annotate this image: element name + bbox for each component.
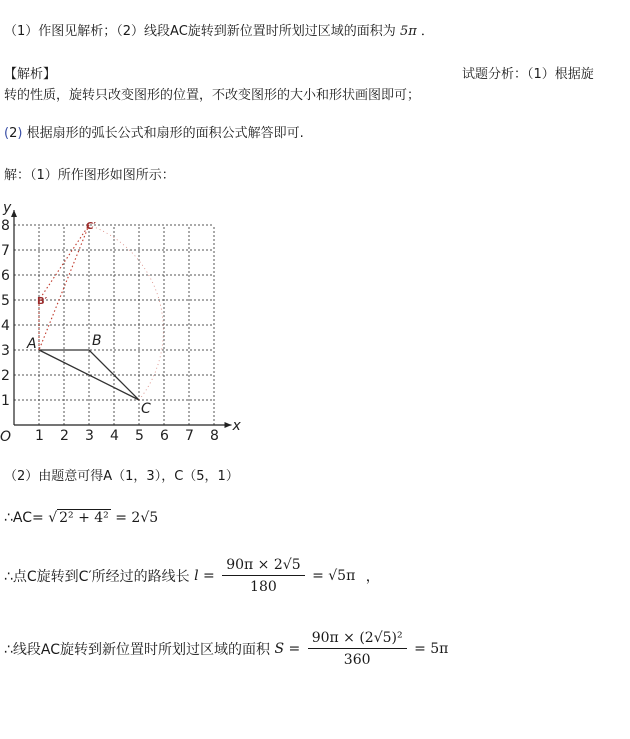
path-denominator: 180: [250, 579, 277, 595]
analysis-line3: (2) 根据扇形的弧长公式和扇形的面积公式解答即可.: [4, 126, 304, 141]
path-equation: [4, 557, 380, 595]
point-b-label: B: [92, 333, 102, 349]
answer-prefix: （1）作图见解析；（2）线段AC旋转到新位置时所划过区域的面积为: [4, 24, 396, 39]
y-tick-label: 8: [1, 218, 10, 234]
x-tick-label: 5: [135, 428, 144, 444]
x-tick-label: 2: [60, 428, 69, 444]
area-equation: [4, 630, 448, 668]
y-tick-label: 1: [1, 393, 10, 409]
point-a-label: A: [27, 336, 37, 352]
area-result: = 5π: [414, 641, 449, 657]
tick-labels: [0, 200, 242, 445]
y-tick-label: 3: [1, 343, 10, 359]
axes: [11, 210, 232, 428]
ac-result: = 2√5: [115, 510, 159, 526]
point-c-label: C: [141, 401, 151, 417]
ac-equation: [4, 510, 158, 526]
coordinate-graph: [0, 200, 250, 450]
area-numerator: 90π × (2√5)²: [308, 630, 407, 649]
x-tick-label: 7: [185, 428, 194, 444]
point-c-prime-label: C′: [86, 221, 96, 232]
point-b-prime-label: B′: [37, 296, 48, 307]
y-tick-label: 2: [1, 368, 10, 384]
x-tick-label: 1: [35, 428, 44, 444]
path-result: = √5π: [312, 568, 356, 584]
analysis-line3-num: 2: [9, 126, 18, 141]
path-suffix: ，: [365, 569, 380, 585]
area-fraction: [308, 630, 407, 668]
analysis-right-text: 试题分析：（1）根据旋: [462, 67, 594, 82]
analysis-line2: 转的性质，旋转只改变图形的位置，不改变图形的大小和形状画图即可；: [4, 88, 421, 103]
analysis-label: 【解析】: [4, 67, 57, 82]
x-tick-label: 6: [160, 428, 169, 444]
area-S: S =: [274, 641, 301, 657]
ac-radicand: 2² + 4²: [59, 510, 109, 526]
ac-prefix: ∴AC=: [4, 510, 44, 526]
area-prefix: ∴线段AC旋转到新位置时所划过区域的面积: [4, 642, 271, 658]
y-tick-label: 6: [1, 268, 10, 284]
y-axis-label: y: [3, 200, 12, 216]
part2-intro: （2）由题意可得A（1，3），C（5，1）: [4, 469, 239, 484]
grid-lines: [14, 225, 214, 425]
answer-suffix: ．: [420, 24, 434, 39]
solution-intro: 解：（1）所作图形如图所示：: [4, 168, 175, 183]
y-axis-arrow: [11, 210, 17, 217]
x-tick-label: 3: [85, 428, 94, 444]
path-numerator: 90π × 2√5: [222, 557, 304, 576]
rotation-arc: [89, 225, 163, 400]
ac-sqrt: √ 2² + 4²: [48, 510, 109, 526]
area-denominator: 360: [343, 652, 371, 668]
path-fraction: [222, 557, 304, 595]
y-tick-label: 4: [1, 318, 10, 334]
x-axis-label: x: [232, 418, 241, 434]
path-l: l =: [194, 568, 215, 584]
answer-value: 5π: [399, 24, 417, 39]
x-tick-label: 8: [210, 428, 219, 444]
path-prefix: ∴点C旋转到C′所经过的路线长: [4, 569, 190, 585]
answer-line: [4, 20, 434, 39]
y-tick-label: 7: [1, 243, 10, 259]
y-tick-label: 5: [1, 293, 10, 309]
x-axis-arrow: [225, 422, 232, 428]
origin-label: O: [0, 429, 12, 445]
analysis-line3-text: 根据扇形的弧长公式和扇形的面积公式解答即可.: [26, 126, 304, 141]
x-tick-label: 4: [110, 428, 119, 444]
